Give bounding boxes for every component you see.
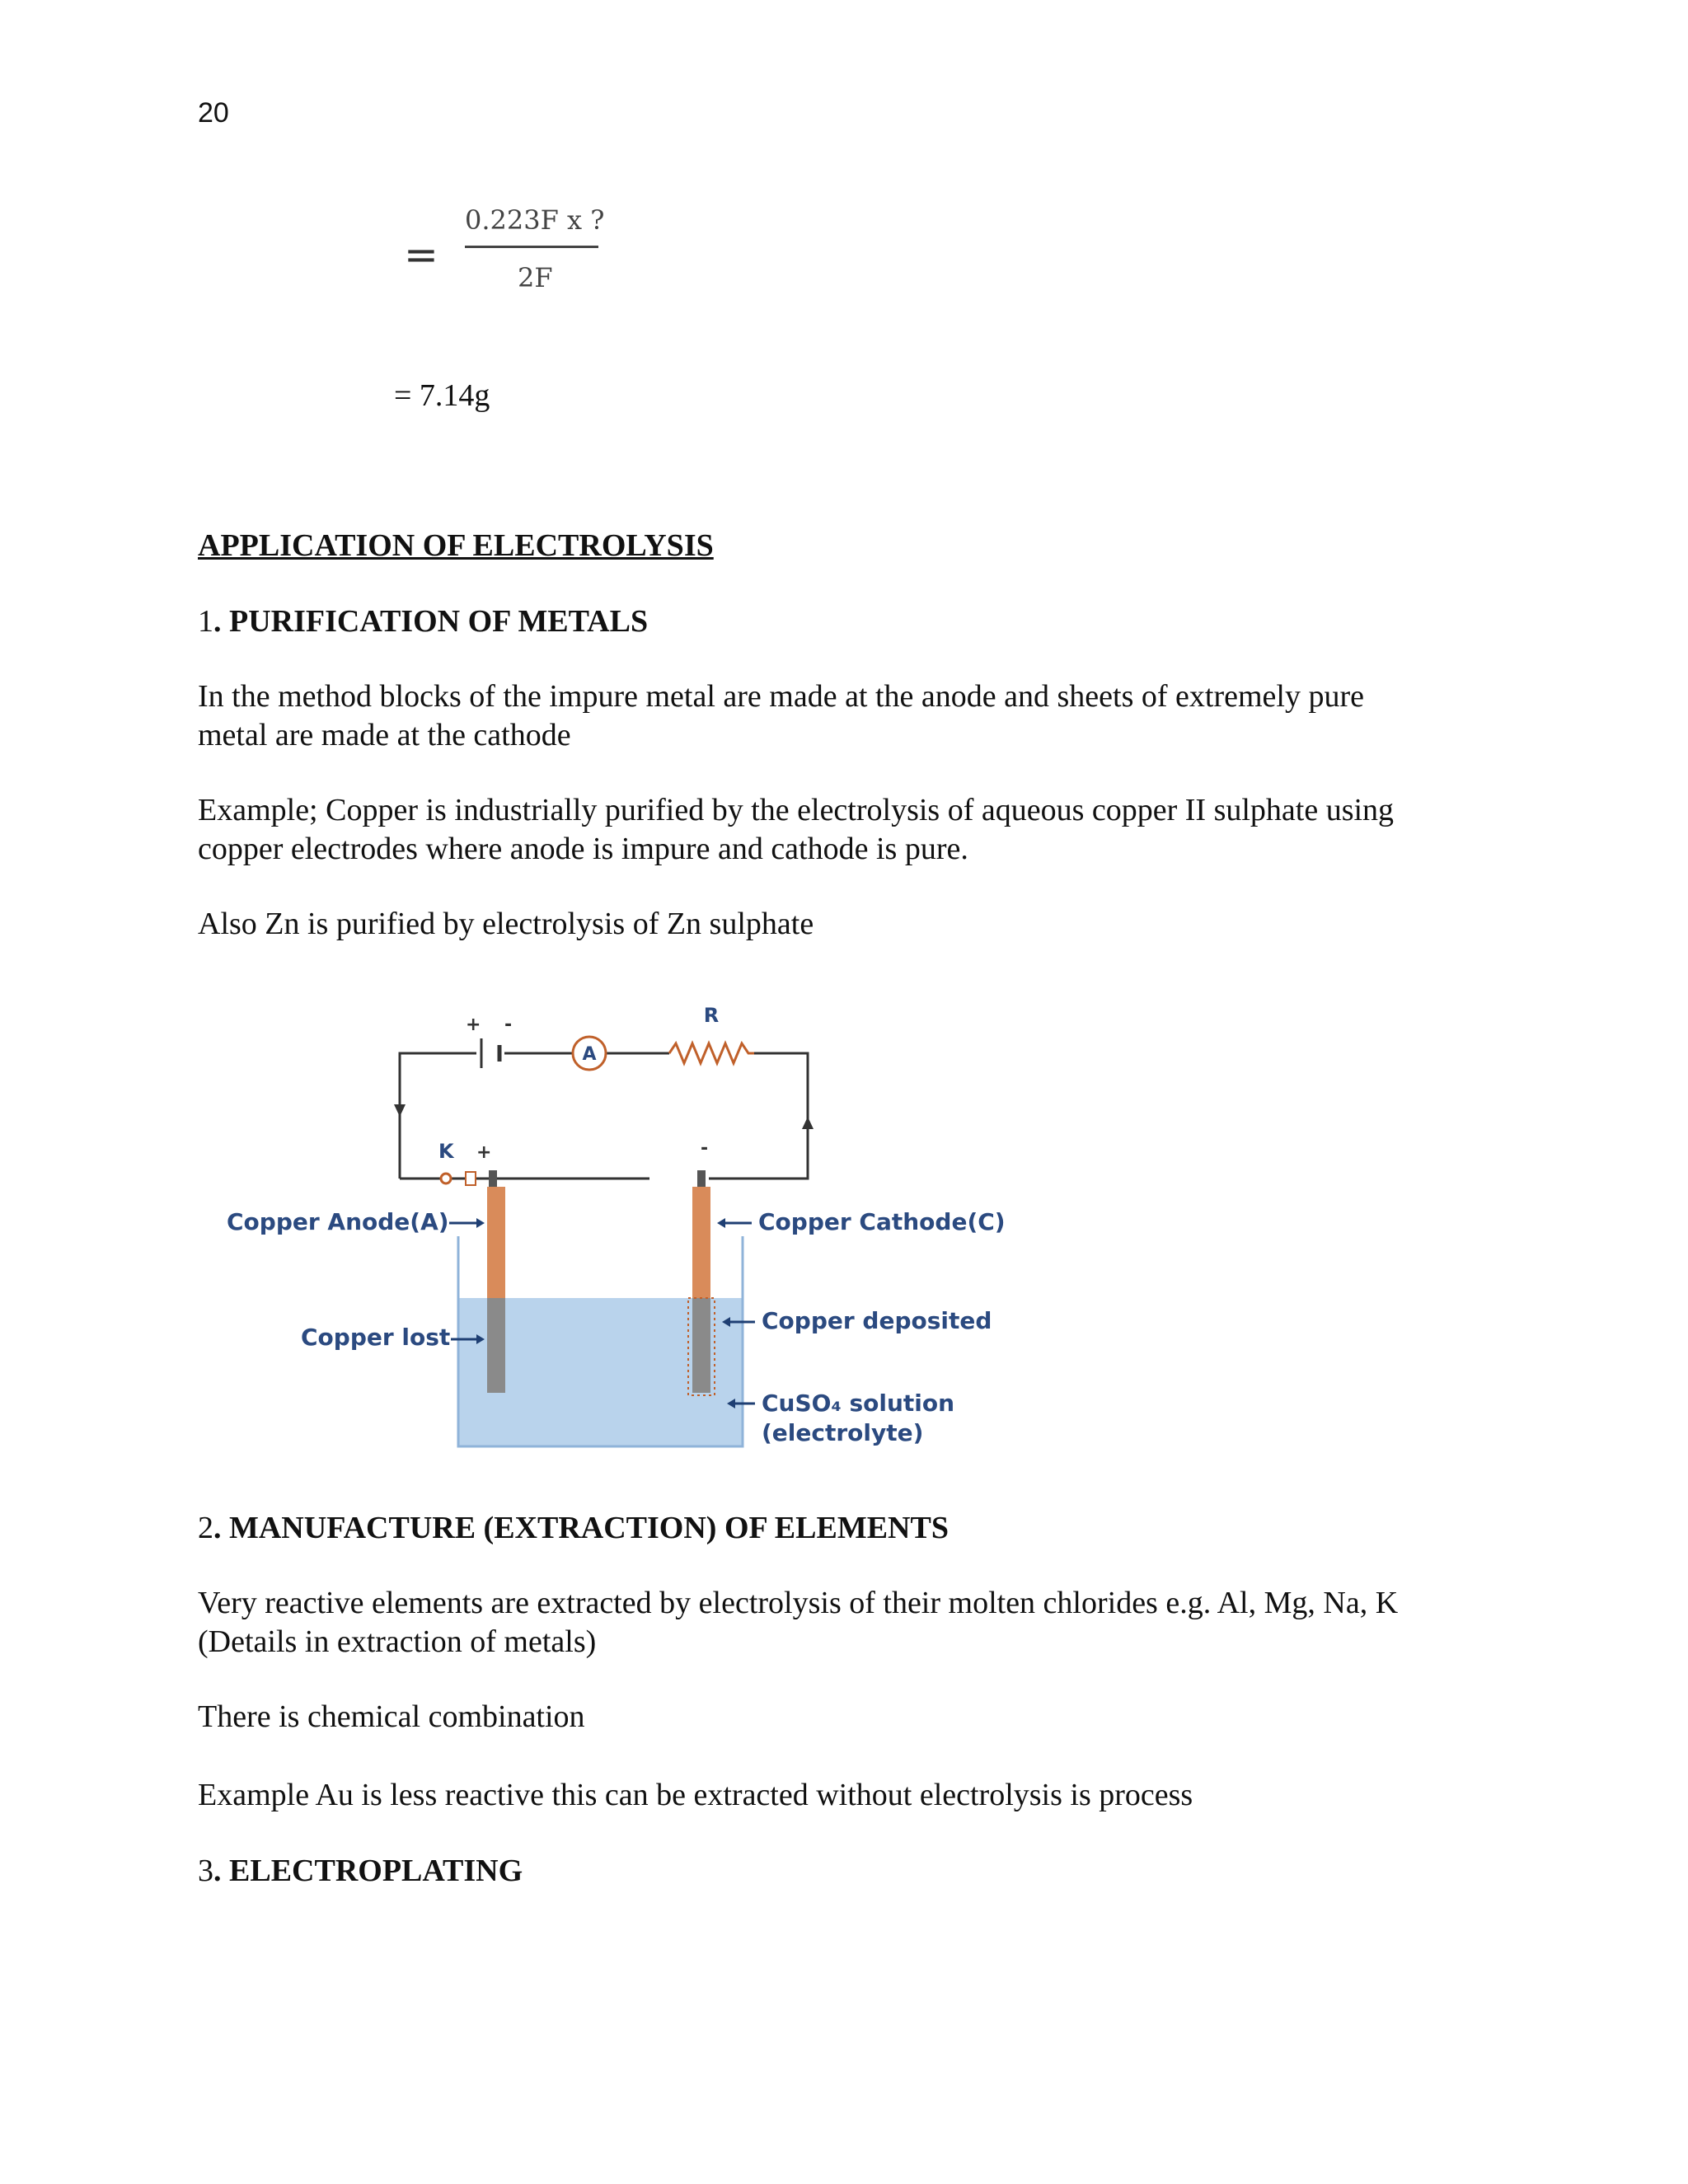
copper-lost-label: Copper lost [301,1324,451,1351]
heading-number: 1 [198,604,213,639]
battery-plus-label: + [466,1015,481,1035]
paragraph [198,791,1484,869]
fraction-expression [394,198,608,305]
paragraph-line: copper electrodes where anode is impure and cathode is pure. [198,832,968,866]
heading-text: . ELECTROPLATING [213,1854,523,1888]
paragraph-line: (Details in extraction of metals) [198,1624,597,1659]
paragraph-line: Very reactive elements are extracted by electrolysis of their molten chlorides e.g. Al, Mg, Na, K [198,1586,1399,1620]
solution-label: CuSO₄ solution [762,1390,955,1417]
arrow-up-icon [802,1117,814,1129]
paragraph-line: Example; Copper is industrially purified by the electrolysis of aqueous copper II sulphate using [198,793,1395,827]
paragraph [198,1698,1484,1736]
anode-label: Copper Anode(A) [227,1208,449,1235]
heading-number: 3 [198,1854,213,1888]
heading-purification [198,603,648,640]
paragraph [198,905,1484,944]
heading-number: 2 [198,1511,213,1545]
cathode-clamp [697,1170,706,1187]
key-label: K [438,1140,454,1163]
paragraph [198,677,1484,755]
heading-manufacture [198,1510,949,1546]
resistor-icon [669,1043,754,1063]
arrow-left-icon [717,1218,725,1228]
battery-minus-label: - [504,1015,513,1035]
heading-electroplating [198,1853,523,1889]
anode-immersed [487,1298,505,1393]
heading-text: . PURIFICATION OF METALS [213,604,649,639]
equals-sign: = [404,231,438,279]
paragraph-line: metal are made at the cathode [198,718,571,752]
calculation-result: = 7.14g [394,378,490,413]
key-plug [466,1172,476,1185]
fraction-numerator: 0.223F x ? [465,204,605,236]
paragraph-line: Also Zn is purified by electrolysis of Zn sulphate [198,907,814,941]
paragraph-line: There is chemical combination [198,1699,585,1734]
cathode-minus-label: - [701,1138,709,1159]
key-icon [441,1174,451,1183]
electrolysis-diagram [214,989,1039,1483]
fraction-denominator: 2F [518,262,553,293]
ammeter-label: A [582,1044,597,1065]
page-number: 20 [198,97,229,129]
paragraph [198,1776,1484,1815]
cathode-immersed [692,1298,710,1393]
anode-clamp [489,1170,497,1187]
copper-deposited-label: Copper deposited [762,1307,992,1334]
arrow-down-icon [394,1104,406,1117]
paragraph-line: Example Au is less reactive this can be extracted without electrolysis is process [198,1778,1193,1812]
anode-plus-label: + [476,1142,492,1163]
resistor-label: R [703,1004,720,1027]
paragraph-line: In the method blocks of the impure metal are made at the anode and sheets of extremely pure [198,679,1364,714]
cathode-electrode [692,1187,710,1298]
paragraph [198,1584,1484,1661]
heading-text: . MANUFACTURE (EXTRACTION) OF ELEMENTS [213,1511,949,1545]
wire-right [709,1053,808,1179]
section-title: APPLICATION OF ELECTROLYSIS [198,528,714,563]
fraction-bar [465,246,598,248]
anode-electrode [487,1187,505,1298]
electrolyte-label: (electrolyte) [762,1419,924,1446]
arrow-right-icon [476,1218,485,1228]
cathode-label: Copper Cathode(C) [758,1208,1006,1235]
